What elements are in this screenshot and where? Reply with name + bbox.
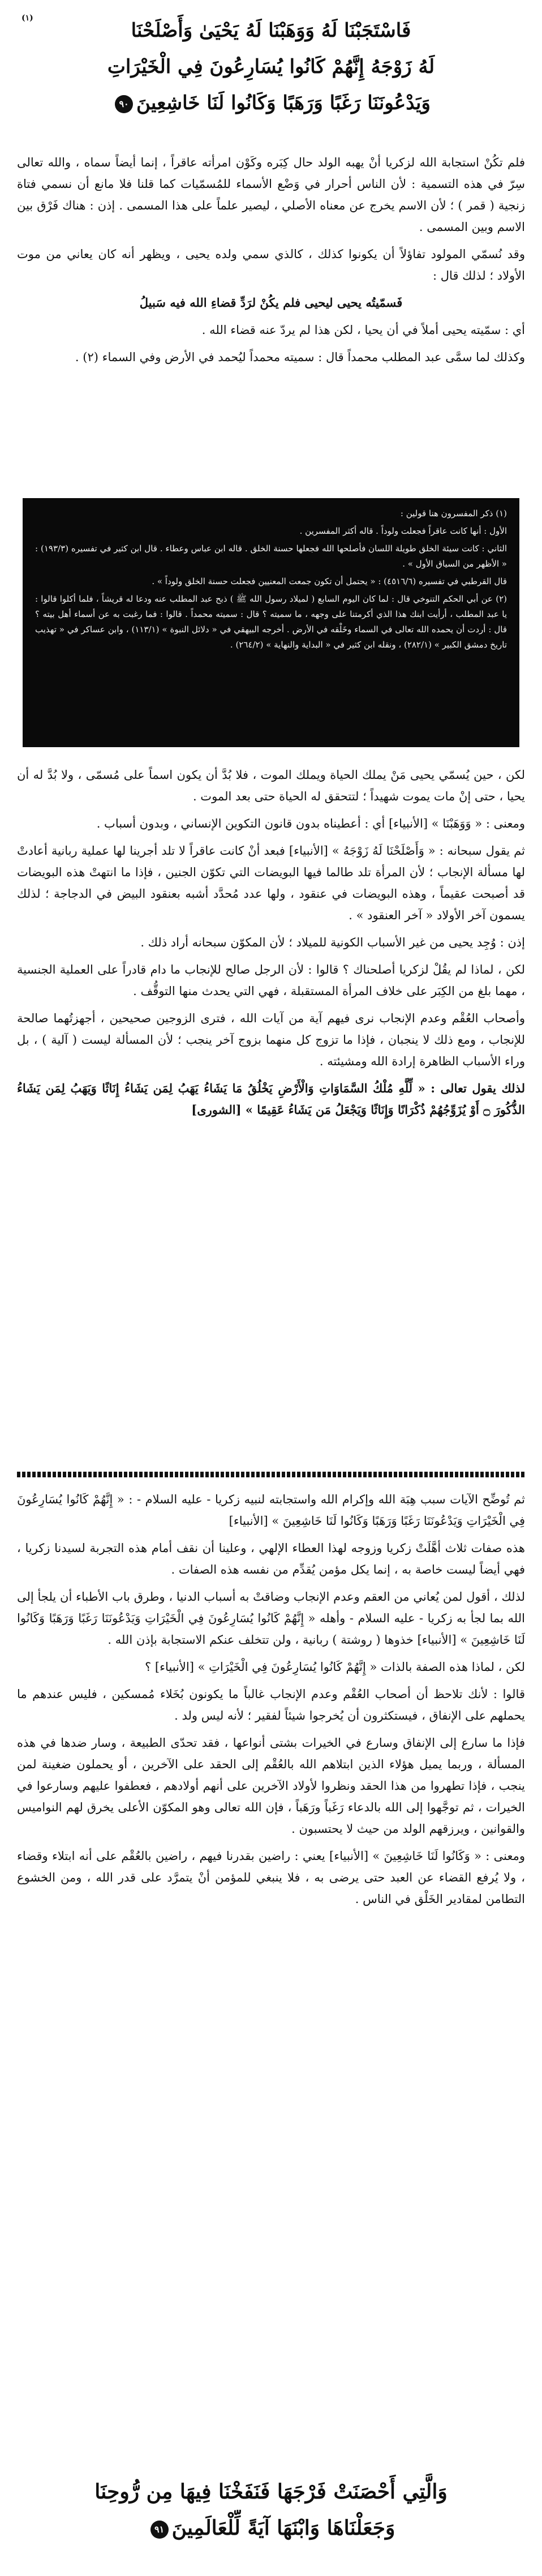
divider	[17, 1472, 525, 1477]
footnote-line: (٢) عن أبي الحكم التنوخي قال : لما كان اليوم السابع ( لميلاد رسول الله ﷺ ) ذبح عبد المطلب عنه ودعا له قريشاً ، فلما أكلوا قالوا : يا عبد المطلب ، أرأيت ابنك هذا الذي أكرمتنا على وجهه ، ما سميته ؟ قال : سميته محمداً . قالوا : فما رغبت به عن أسماء أهل بيته ؟ قال : أردت أن يحمده الله تعالى في السماء وخَلْقه في الأرض . أخرجه البيهقي في « دلائل النبوة » (١١٣/١) ، وابن عساكر في « تهذيب تاريخ دمشق الكبير » (٢٨٢/١) ، ونقله ابن كثير في « البداية والنهاية » (٢٦٤/٢) .	[35, 594, 507, 650]
paragraph: ثم تُوضِّح الآيات سبب هِبَة الله وإكرام الله واستجابته لنبيه زكريا - عليه السلام - : « إِنَّهُمْ كَانُوا يُسَارِعُونَ فِي الْخَيْرَاتِ وَيَدْعُونَنَا رَغَبًا وَرَهَبًا وَكَانُوا لَنَا خَاشِعِينَ » [الأنبياء]	[17, 1493, 525, 1528]
verse-line-3	[17, 85, 525, 121]
intro-section	[17, 152, 525, 374]
body-section-2	[17, 1489, 525, 1915]
footnote-line: (١) ذكر المفسرون هنا قولين :	[400, 508, 507, 518]
paragraph: ومعنى : « وَوَهَبْنَا » [الأنبياء] أي : أعطيناه بدون قانون التكوين الإنساني ، وبدون أسباب .	[96, 817, 525, 830]
paragraph: أي : سمّيته يحيى أملاً في أن يحيا ، لكن هذا لم يردّ عنه قضاء الله .	[201, 323, 525, 337]
paragraph: لكن ، لماذا هذه الصفة بالذات « إِنَّهُمْ كَانُوا يُسَارِعُونَ فِي الْخَيْرَاتِ » [الأنبياء] ؟	[145, 1660, 525, 1674]
verse-line-2-text: وَجَعَلْنَاهَا وَابْنَهَا آيَةً لِّلْعَالَمِينَ	[171, 2516, 395, 2540]
poem-verse: فَسمّيتُه يحيى ليحيى فلم يكُنْ لرَدِّ قضاءِ الله فيه سَبيلُ	[139, 295, 403, 310]
paragraph: وأصحاب العُقْم وعدم الإنجاب نرى فيهم آية من آيات الله ، فترى الزوجين صحيحين ، أجهزتُهما صالحة للإنجاب ، ومع ذلك لا ينجبان ، فإذا ما تزوج كل منهما بزوج آخر ينجب ؛ لأن المسألة ليست ( آلية ) ، بل وراء الأسباب الظاهرة إرادة الله ومشيئته .	[17, 1011, 525, 1068]
paragraph: ومعنى : « وَكَانُوا لَنَا خَاشِعِينَ » [الأنبياء] يعني : راضين بقدرنا فيهم ، راضين بالعُقْم على أنه ابتلاء وقضاء ، ولا يُرفع القضاء عن العبد حتى يرضى به ، فلا ينبغي للمؤمن أنْ يتمرَّد على قدر الله ، ومن الخشوع التطامن لمقادير الخَلْق في الناس .	[17, 1849, 525, 1906]
paragraph: وكذلك لما سمَّى عبد المطلب محمداً قال : سميته محمداً ليُحمد في الأرض وفي السماء (٢) .	[75, 350, 525, 364]
paragraph: إذن : وُجِد يحيى من غير الأسباب الكونية للميلاد ؛ لأن المكوّن سبحانه أراد ذلك .	[140, 936, 525, 949]
verse-line-2	[17, 2510, 525, 2546]
paragraph: وقد نُسمّي المولود تفاؤلاً أن يكونوا كذلك ، كالذي سمي ولده يحيى ، ويظهر أنه كان يعاني من موت الأولاد ؛ لذلك قال :	[17, 247, 525, 282]
paragraph: هذه صفات ثلاث أهَّلَتْ زكريا وزوجه لهذا العطاء الإلهي ، وعلينا أن نقف أمام هذه التجربة لسيدنا زكريا ، فهي أيضاً ليست خاصة به ، إنما يكل مؤمن يُقدِّم من نفسه هذه الصفات .	[17, 1541, 525, 1576]
paragraph: فإذا ما سارع إلى الإنفاق وسارع في الخيرات بشتى أنواعها ، فقد تحدّى الطبيعة ، وسار ضدها في هذه المسألة ، وربما يميل هؤلاء الذين ابتلاهم الله بالعُقْم إلى الحقد على الآخرين ، أو يحملون ضغينة لمن ينجب ، فإذا تطهروا من هذا الحقد ونظروا لأولاد الآخرين على أنهم أولادهم ، فعطفوا عليهم وسارعوا في الخيرات ، ثم توجَّهوا إلى الله بالدعاء رَغَباً ورَهَباً ، فإن الله تعالى وهو المكوّن الأعلى يخرق لهم النواميس والقوانين ، ويرزقهم الولد من حيث لا يحتسبون .	[17, 1736, 525, 1836]
body-section-1	[17, 764, 525, 1126]
verse-line-1: وَالَّتِي أَحْصَنَتْ فَرْجَهَا فَنَفَخْنَا فِيهَا مِن رُّوحِنَا	[94, 2480, 448, 2504]
bottom-verse	[17, 2474, 525, 2564]
footnote-marker: (١)	[21, 14, 33, 23]
footnote-line: قال القرطبي في تفسيره (٤٥١٦/٦) : « يحتمل أن تكون جمعت المعنيين فجعلت حسنة الخلق ولوداً » .	[152, 576, 507, 586]
top-verse	[17, 12, 525, 143]
paragraph: قالوا : لأنك تلاحظ أن أصحاب العُقْم وعدم الإنجاب غالباً ما يكونون بُخَلاء مُمسكين ، فليس عندهم ما يحملهم على الإنفاق ، فيستكثرون أن يُخرجوا شيئاً لفقير ؛ لأنه ليس ولد .	[17, 1687, 525, 1722]
verse-line-1: فَاسْتَجَبْنَا لَهُ وَوَهَبْنَا لَهُ يَحْيَىٰ وَأَصْلَحْنَا	[131, 19, 411, 42]
paragraph: لكن ، حين يُسمّي يحيى مَنْ يملك الحياة ويملك الموت ، فلا بُدَّ أن يكون اسماً على مُسمّى ، ولا بُدَّ له أن يحيا ، حتى إنْ مات يموت شهيداً ؛ لتتحقق له الحياة حتى بعد الموت .	[17, 768, 525, 803]
ayah-number-badge: ٩١	[150, 2521, 169, 2539]
quran-quote: لذلك يقول تعالى : « لِّلَّهِ مُلْكُ السَّمَاوَاتِ وَالْأَرْضِ يَخْلُقُ مَا يَشَاءُ يَهَبُ لِمَن يَشَاءُ إِنَاثًا وَيَهَبُ لِمَن يَشَاءُ الذُّكُورَ ۝ أَوْ يُزَوِّجُهُمْ ذُكْرَانًا وَإِنَاثًا وَيَجْعَلُ مَن يَشَاءُ عَقِيمًا » [الشورى]	[17, 1081, 525, 1117]
footnote-line: الثاني : كانت سيئة الخلق طويلة اللسان فأصلحها الله فجعلها حسنة الخلق . قاله ابن عباس وعطاء . قال ابن كثير في تفسيره (١٩٣/٣) : « الأظهر من السياق الأول » .	[35, 543, 507, 569]
paragraph: ثم يقول سبحانه : « وَأَصْلَحْنَا لَهُ زَوْجَهُ » [الأنبياء] فبعد أنْ كانت عاقراً لا تلد أجرينا لها عملية ربانية أعادتْ لها مسألة الإنجاب ؛ لأن المرأة تلد طالما فيها البويضات التي تكوّن الجنين ، فإذا ما انتهتْ هذه البويضات قد أصبحت عقيماً ، وهذه البويضات في عنقود ، ولها عدد مُحدَّد أشبه بعنقود البيض في الدجاجة ؛ لذلك يسمون آخر الأولاد « آخر العنقود » .	[17, 844, 525, 922]
ayah-number-badge: ٩٠	[115, 95, 133, 113]
footnote-line: الأول : أنها كانت عاقراً فجعلت ولوداً . قاله أكثر المفسرين .	[299, 526, 507, 536]
verse-line-3-text: وَيَدْعُونَنَا رَغَبًا وَرَهَبًا وَكَانُوا لَنَا خَاشِعِينَ	[136, 92, 431, 114]
footnotes-box	[23, 498, 519, 747]
paragraph: لذلك ، أقول لمن يُعاني من العقم وعدم الإنجاب وضاقتْ به أسباب الدنيا ، وطرق باب الأطباء أن يلجأ إلى الله بما لجأ به زكريا - عليه السلام - وأهله « إِنَّهُمْ كَانُوا يُسَارِعُونَ فِي الْخَيْرَاتِ وَيَدْعُونَنَا رَغَبًا وَرَهَبًا وَكَانُوا لَنَا خَاشِعِينَ » [الأنبياء] خذوها ( روشتة ) ربانية ، ولن تتخلف عنكم الاستجابة بإذن الله .	[17, 1590, 525, 1647]
verse-line-2: لَهُ زَوْجَهُ إِنَّهُمْ كَانُوا يُسَارِعُونَ فِي الْخَيْرَاتِ	[107, 55, 435, 78]
paragraph: فلم تكُنْ استجابة الله لزكريا أنْ يهبه الولد حال كِبَره وكَوْن امرأته عاقراً ، إنما أيضاً سماه ، والله تعالى سِرّ في هذه التسمية : لأن الناس أحرار في وَضْع الأسماء للمُسمّيات كما قلنا فلا مانع أن نسمي فتاة زنجية ( قمر ) ؛ لأن الاسم يخرج عن معناه الأصلي ، ليصير علماً على هذا المسمى . إذن : هناك فَرْق بين الاسم وبين المسمى .	[17, 156, 525, 234]
paragraph: لكن ، لماذا لم يقُلْ لزكريا أصلحناك ؟ قالوا : لأن الرجل صالح للإنجاب ما دام قادراً على العملية الجنسية ، مهما بلغ من الكِبَر على خلاف المرأة المستقبلة ، فهي التي يحدث منها التوقُّف .	[17, 963, 525, 998]
